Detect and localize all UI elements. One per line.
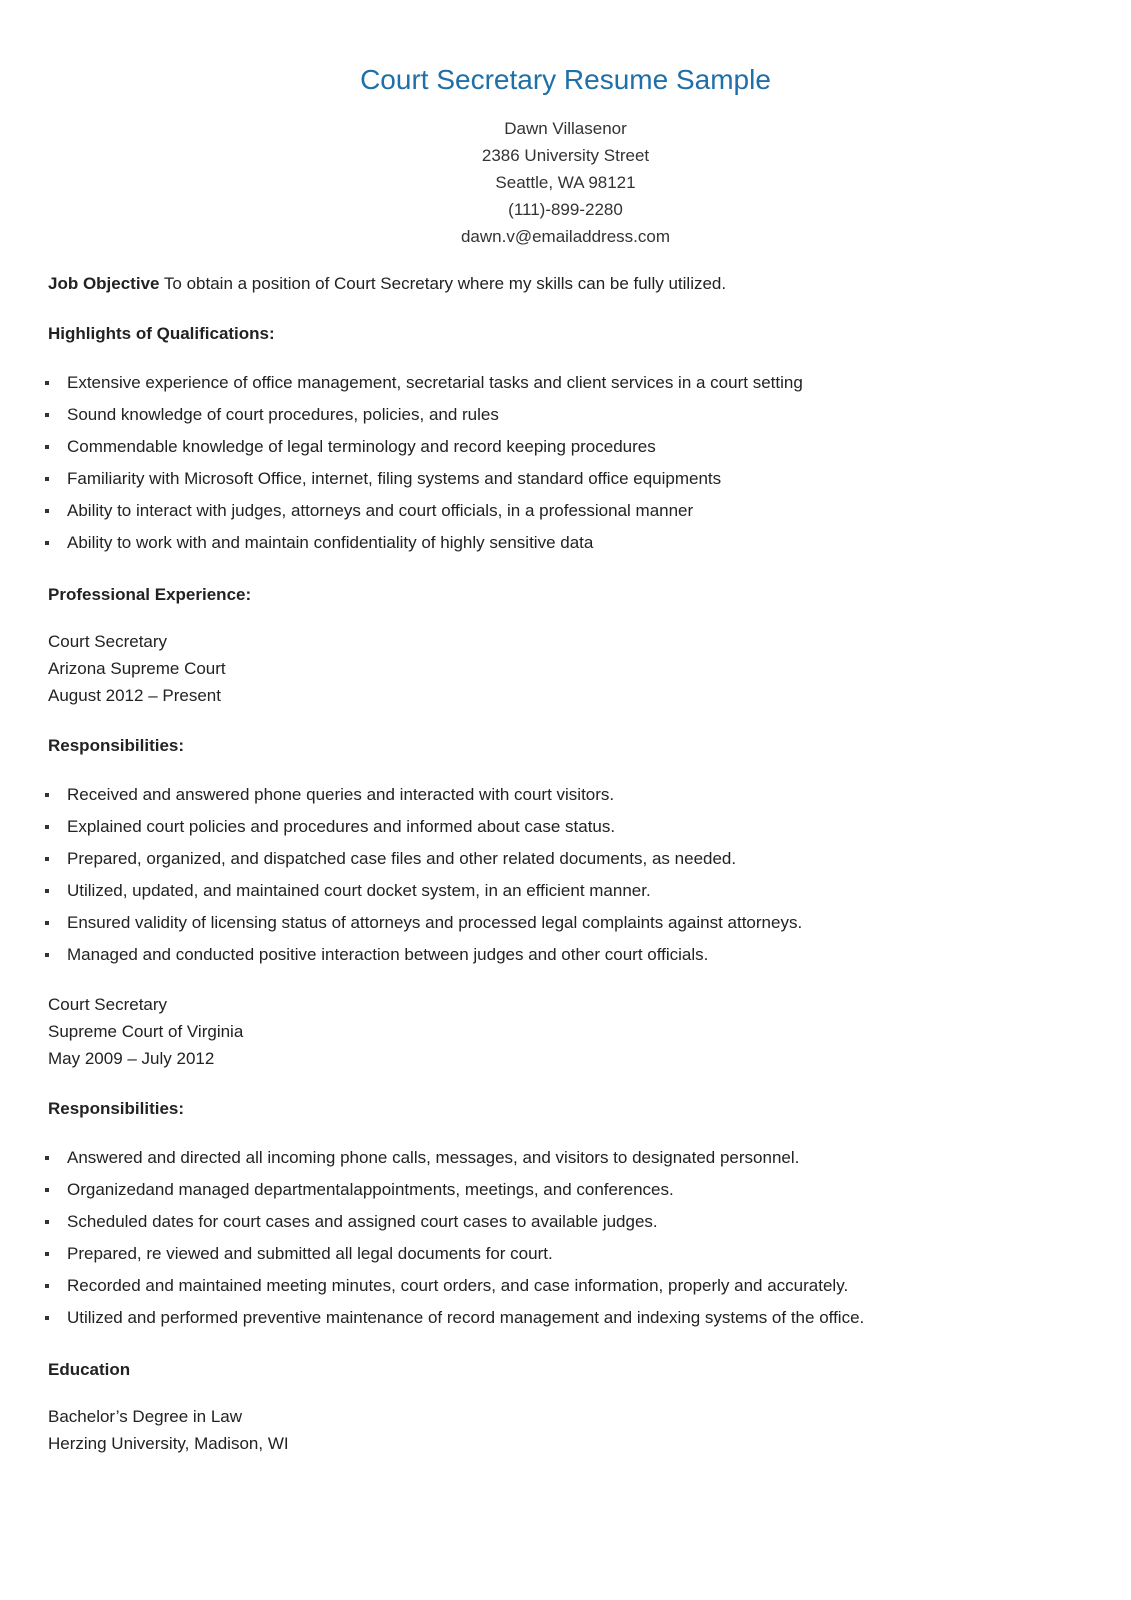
list-item	[48, 843, 1088, 875]
bullet-icon	[45, 1284, 49, 1288]
contact-name: Dawn Villasenor	[504, 119, 627, 138]
contact-email: dawn.v@emailaddress.com	[460, 227, 671, 246]
job-objective	[48, 270, 1088, 297]
bullet-icon	[45, 1220, 49, 1224]
job-entry-2	[48, 991, 1088, 1072]
bullet-icon	[45, 889, 49, 893]
list-item-text: Utilized and performed preventive maintenance of record management and indexing systems of the office.	[67, 1308, 865, 1327]
list-item	[48, 431, 1088, 463]
job-title: Court Secretary	[48, 632, 168, 651]
list-item	[48, 463, 1088, 495]
list-item	[48, 1238, 1088, 1270]
list-item-text: Commendable knowledge of legal terminology and record keeping procedures	[67, 437, 656, 456]
list-item	[48, 939, 1088, 971]
list-item	[48, 367, 1088, 399]
bullet-icon	[45, 541, 49, 545]
education-school: Herzing University, Madison, WI	[48, 1434, 289, 1453]
list-item	[48, 875, 1088, 907]
list-item-text: Organizedand managed departmentalappointments, meetings, and conferences.	[67, 1180, 674, 1199]
contact-city: Seattle, WA 98121	[495, 173, 636, 192]
job-entry-1	[48, 628, 1088, 709]
highlights-list	[48, 367, 1088, 559]
list-item-text: Prepared, re viewed and submitted all legal documents for court.	[67, 1244, 553, 1263]
job-objective-label: Job Objective	[48, 274, 160, 293]
job-objective-text: To obtain a position of Court Secretary where my skills can be fully utilized.	[159, 274, 727, 293]
job-dates: May 2009 – July 2012	[48, 1049, 215, 1068]
list-item-text: Explained court policies and procedures and informed about case status.	[67, 817, 616, 836]
experience-heading: Professional Experience:	[48, 585, 252, 604]
list-item-text: Received and answered phone queries and interacted with court visitors.	[67, 785, 615, 804]
list-item-text: Sound knowledge of court procedures, policies, and rules	[67, 405, 499, 424]
list-item	[48, 779, 1088, 811]
bullet-icon	[45, 793, 49, 797]
list-item	[48, 1206, 1088, 1238]
highlights-heading: Highlights of Qualifications:	[48, 324, 275, 343]
bullet-icon	[45, 445, 49, 449]
responsibilities-heading: Responsibilities:	[48, 736, 185, 755]
list-item-text: Familiarity with Microsoft Office, internet, filing systems and standard office equipments	[67, 469, 722, 488]
list-item	[48, 1302, 1088, 1334]
list-item	[48, 1174, 1088, 1206]
page-title: Court Secretary Resume Sample	[360, 64, 771, 95]
bullet-icon	[45, 477, 49, 481]
list-item	[48, 907, 1088, 939]
bullet-icon	[45, 825, 49, 829]
bullet-icon	[45, 413, 49, 417]
responsibilities-heading: Responsibilities:	[48, 1099, 185, 1118]
contact-street: 2386 University Street	[481, 146, 650, 165]
list-item-text: Extensive experience of office management, secretarial tasks and client services in a court setting	[67, 373, 803, 392]
contact-phone: (111)-899-2280	[508, 200, 623, 219]
list-item	[48, 1270, 1088, 1302]
list-item	[48, 399, 1088, 431]
bullet-icon	[45, 857, 49, 861]
list-item	[48, 1142, 1088, 1174]
responsibilities-list-1	[48, 779, 1088, 971]
bullet-icon	[45, 1252, 49, 1256]
bullet-icon	[45, 1316, 49, 1320]
list-item-text: Ability to interact with judges, attorneys and court officials, in a professional manner	[67, 501, 694, 520]
bullet-icon	[45, 953, 49, 957]
job-employer: Arizona Supreme Court	[48, 659, 226, 678]
job-dates: August 2012 – Present	[48, 686, 221, 705]
list-item-text: Prepared, organized, and dispatched case files and other related documents, as needed.	[67, 849, 737, 868]
list-item-text: Ability to work with and maintain confidentiality of highly sensitive data	[67, 533, 594, 552]
list-item	[48, 527, 1088, 559]
resume-content	[48, 270, 1088, 1457]
education-heading: Education	[48, 1360, 131, 1379]
list-item-text: Utilized, updated, and maintained court docket system, in an efficient manner.	[67, 881, 651, 900]
bullet-icon	[45, 381, 49, 385]
list-item-text: Recorded and maintained meeting minutes, court orders, and case information, properly and accurately.	[67, 1276, 849, 1295]
job-employer: Supreme Court of Virginia	[48, 1022, 244, 1041]
job-title: Court Secretary	[48, 995, 168, 1014]
bullet-icon	[45, 921, 49, 925]
list-item-text: Managed and conducted positive interaction between judges and other court officials.	[67, 945, 709, 964]
list-item	[48, 811, 1088, 843]
bullet-icon	[45, 1188, 49, 1192]
bullet-icon	[45, 1156, 49, 1160]
education-block	[48, 1403, 1088, 1457]
list-item-text: Ensured validity of licensing status of attorneys and processed legal complaints against attorneys.	[67, 913, 803, 932]
education-degree: Bachelor’s Degree in Law	[48, 1407, 243, 1426]
list-item-text: Answered and directed all incoming phone calls, messages, and visitors to designated personnel.	[67, 1148, 800, 1167]
list-item	[48, 495, 1088, 527]
contact-block	[0, 115, 1131, 250]
list-item-text: Scheduled dates for court cases and assigned court cases to available judges.	[67, 1212, 658, 1231]
bullet-icon	[45, 509, 49, 513]
responsibilities-list-2	[48, 1142, 1088, 1334]
